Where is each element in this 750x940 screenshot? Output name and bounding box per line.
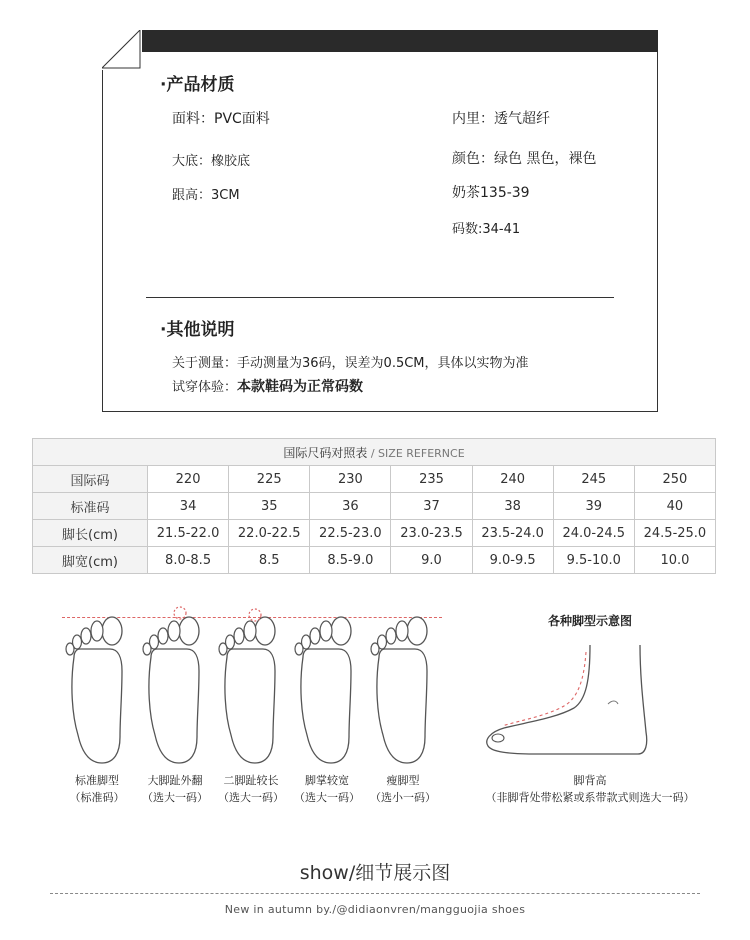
table-title-cn: 国际尺码对照表 [283,445,368,460]
box-header-bar [142,30,658,52]
table-cell: 35 [229,493,310,520]
foot-slim-icon [371,617,427,763]
table-cell: 245 [553,466,634,493]
row-label: 脚宽(cm) [33,547,148,574]
foot-type-advice: （选大一码） [294,791,360,804]
foot-type-slim [358,772,448,806]
table-row [33,547,716,574]
fit-note [172,376,363,396]
table-cell: 40 [634,493,715,520]
fit-value: 本款鞋码为正常码数 [237,379,364,395]
table-cell: 230 [310,466,391,493]
table-cell: 8.0-8.5 [148,547,229,574]
table-cell: 38 [472,493,553,520]
footer-divider [50,893,700,894]
foot-wide-ball-icon [295,617,351,763]
foot-type-advice: （选大一码） [142,791,208,804]
foot-type-advice: （选小一码） [370,791,436,804]
size-range: 码数:34-41 [452,222,521,237]
foot-type-standard [52,772,142,806]
foot-type-advice: （非脚背处带松紧或系带款式则选大一码） [485,791,695,804]
table-cell: 37 [391,493,472,520]
table-cell: 225 [229,466,310,493]
color-options: 颜色：绿色 黑色，裸色 [452,151,597,167]
table-cell: 220 [148,466,229,493]
table-cell: 24.0-24.5 [553,520,634,547]
table-row [33,493,716,520]
foot-standard-icon [66,617,122,763]
table-cell: 22.5-23.0 [310,520,391,547]
foot-type-name: 脚掌较宽 [305,774,349,787]
table-cell: 9.0-9.5 [472,547,553,574]
table-cell: 21.5-22.0 [148,520,229,547]
notes-title: ·其他说明 [160,320,235,340]
fit-label: 试穿体验： [172,380,238,395]
size-reference-table [32,438,716,574]
table-cell: 240 [472,466,553,493]
upper-material: 面料：PVC面料 [172,111,270,127]
instep-title: 各种脚型示意图 [547,614,632,628]
table-cell: 23.0-23.5 [391,520,472,547]
folded-corner-icon [102,30,142,70]
table-row [33,466,716,493]
table-cell: 36 [310,493,391,520]
foot-bunion-icon [143,617,199,763]
table-cell: 10.0 [634,547,715,574]
lining-material: 内里：透气超纤 [452,111,550,127]
table-cell: 39 [553,493,634,520]
table-cell: 22.0-22.5 [229,520,310,547]
table-cell: 235 [391,466,472,493]
high-instep-icon [478,640,688,765]
table-cell: 250 [634,466,715,493]
row-label: 脚长(cm) [33,520,148,547]
foot-type-name: 标准脚型 [75,774,119,787]
heel-height: 跟高：3CM [172,188,240,203]
table-header-row [33,439,716,466]
foot-long-second-toe-icon [219,617,275,763]
row-label: 国际码 [33,466,148,493]
sole-material: 大底：橡胶底 [172,154,251,169]
foot-type-name: 脚背高 [573,774,607,787]
materials-title: ·产品材质 [160,75,235,95]
foot-type-name: 瘦脚型 [386,774,420,787]
table-cell: 23.5-24.0 [472,520,553,547]
foot-types-illustration [55,605,455,770]
foot-type-advice: （选大一码） [218,791,284,804]
row-label: 标准码 [33,493,148,520]
footer-credit: New in autumn by./@didiaonvren/mangguojia shoes [224,903,526,916]
milktea-sizes: 奶茶135-39 [452,185,530,201]
foot-type-high-instep [470,772,710,806]
table-row [33,520,716,547]
table-cell: 8.5 [229,547,310,574]
table-cell: 8.5-9.0 [310,547,391,574]
table-title [33,439,716,466]
table-cell: 9.0 [391,547,472,574]
table-cell: 24.5-25.0 [634,520,715,547]
measure-note: 关于测量：手动测量为36码，误差为0.5CM，具体以实物为准 [172,356,529,371]
section-divider [146,297,614,298]
foot-type-name: 二脚趾较长 [223,774,279,787]
table-cell: 34 [148,493,229,520]
foot-type-name: 大脚趾外翻 [147,774,203,787]
foot-type-advice: （标准码） [69,791,125,804]
table-cell: 9.5-10.0 [553,547,634,574]
table-title-en: / SIZE REFERNCE [367,446,465,460]
detail-section-title: show/细节展示图 [299,862,451,884]
